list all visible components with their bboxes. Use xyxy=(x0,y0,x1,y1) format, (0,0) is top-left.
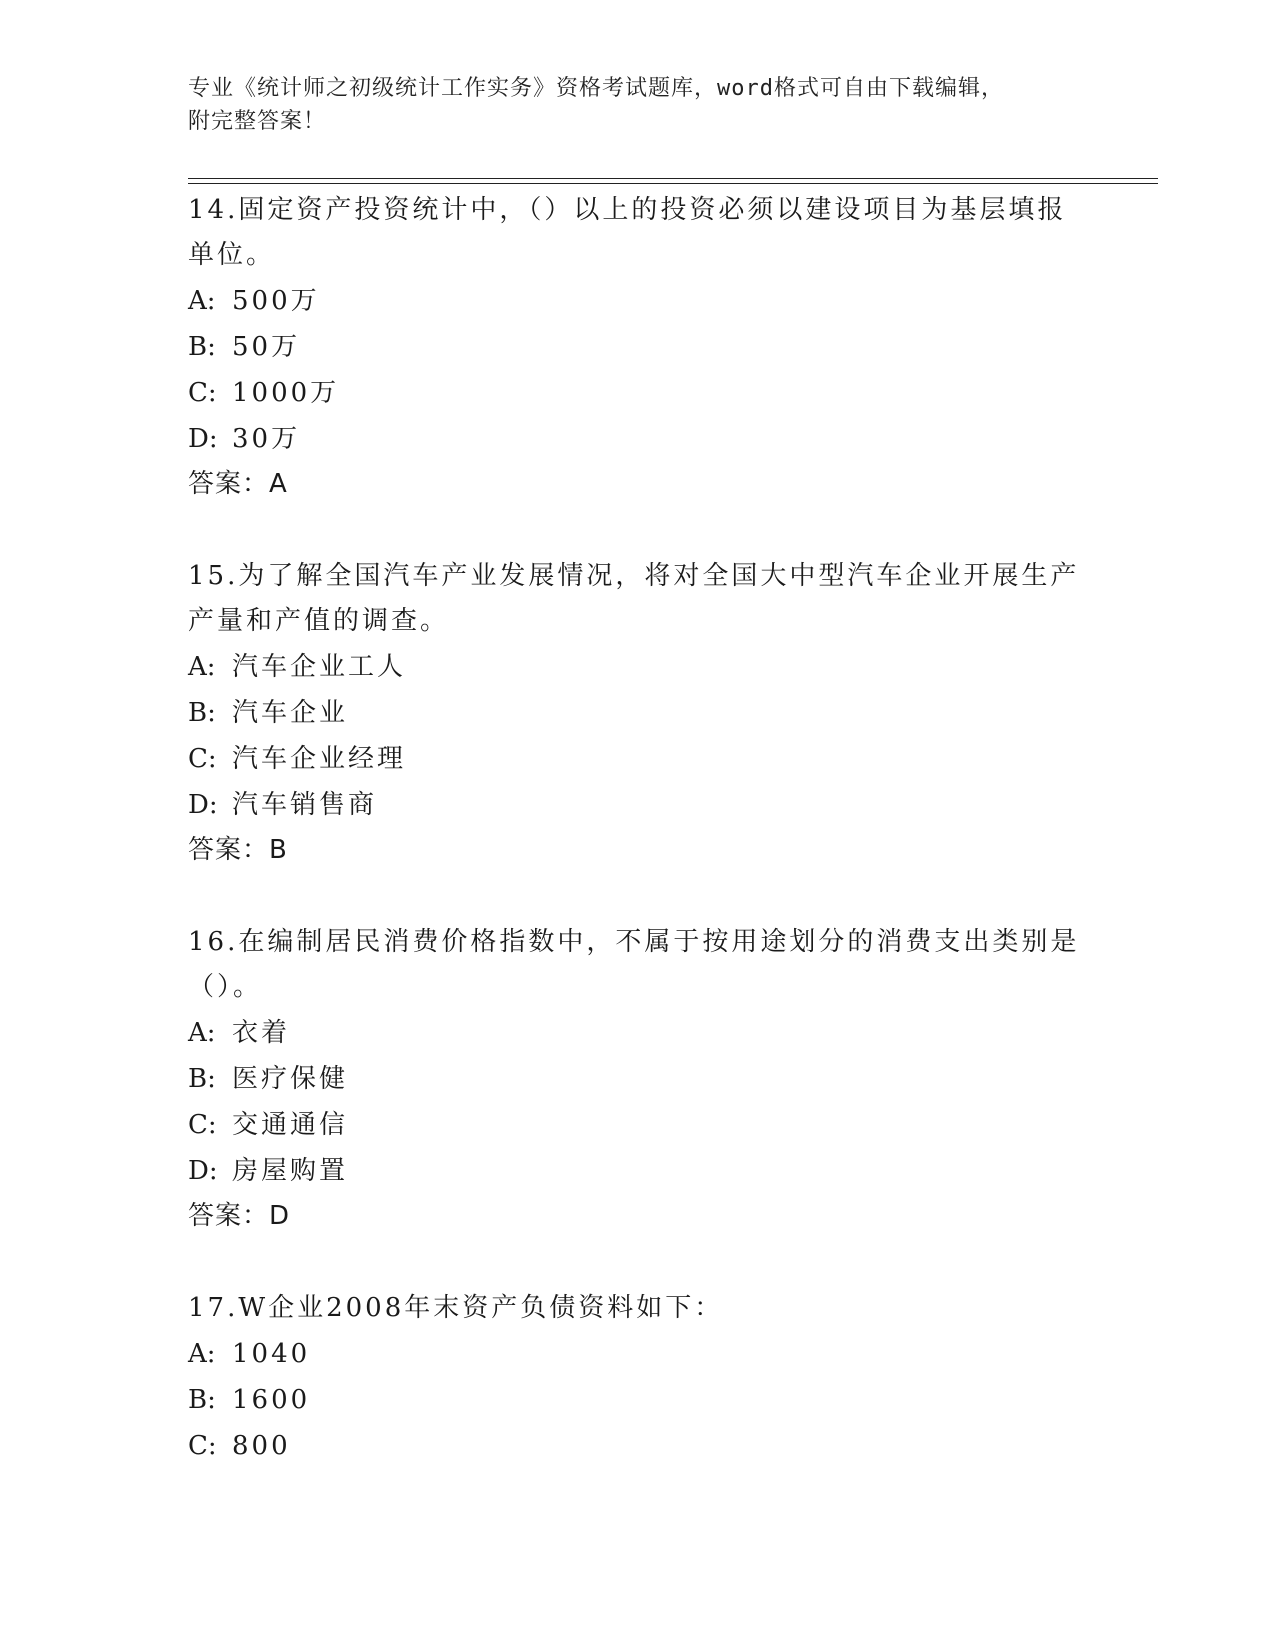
question-14 xyxy=(188,188,1088,506)
question-stem-continued: （）。 xyxy=(188,972,263,1002)
document-header xyxy=(188,72,1088,138)
option-b xyxy=(188,690,1088,736)
option-a xyxy=(188,1010,1088,1056)
option-text: 30万 xyxy=(232,424,301,454)
header-divider-bottom xyxy=(188,183,1158,184)
option-d xyxy=(188,416,1088,462)
answer: 答案：B xyxy=(188,835,288,865)
question-stem: 16.在编制居民消费价格指数中，不属于按用途划分的消费支出类别是 xyxy=(188,927,1080,957)
question-stem: 17.W企业2008年末资产负债资料如下： xyxy=(188,1293,724,1323)
option-text: 500万 xyxy=(232,286,320,316)
option-label: D: xyxy=(188,1156,218,1186)
option-c xyxy=(188,370,1088,416)
option-a xyxy=(188,278,1088,324)
option-text: 1000万 xyxy=(232,378,340,408)
option-a xyxy=(188,644,1088,690)
option-label: D: xyxy=(188,424,218,454)
option-label: A: xyxy=(188,1339,216,1369)
option-text: 汽车销售商 xyxy=(232,790,378,820)
option-label: A: xyxy=(188,1018,216,1048)
option-text: 医疗保健 xyxy=(232,1064,349,1094)
option-label: B: xyxy=(188,332,216,362)
option-text: 50万 xyxy=(232,332,301,362)
option-label: A: xyxy=(188,286,216,316)
option-label: C: xyxy=(188,1431,217,1461)
question-stem: 15.为了解全国汽车产业发展情况，将对全国大中型汽车企业开展生产 xyxy=(188,561,1080,591)
option-a xyxy=(188,1331,1088,1377)
option-label: B: xyxy=(188,1385,216,1415)
option-b xyxy=(188,1377,1088,1423)
option-label: D: xyxy=(188,790,218,820)
header-line-1: 专业《统计师之初级统计工作实务》资格考试题库，word格式可自由下载编辑， xyxy=(188,76,1004,101)
option-label: C: xyxy=(188,378,217,408)
option-text: 1040 xyxy=(232,1339,311,1369)
option-text: 1600 xyxy=(232,1385,311,1415)
option-label: C: xyxy=(188,1110,217,1140)
option-label: A: xyxy=(188,652,216,682)
option-b xyxy=(188,1056,1088,1102)
option-label: B: xyxy=(188,698,216,728)
option-d xyxy=(188,1148,1088,1194)
question-stem: 14.固定资产投资统计中，（）以上的投资必须以建设项目为基层填报 xyxy=(188,195,1067,225)
option-b xyxy=(188,324,1088,370)
option-text: 汽车企业工人 xyxy=(232,652,407,682)
option-text: 房屋购置 xyxy=(232,1156,349,1186)
option-text: 衣着 xyxy=(232,1018,291,1048)
option-text: 交通通信 xyxy=(232,1110,349,1140)
option-label: B: xyxy=(188,1064,216,1094)
option-c xyxy=(188,736,1088,782)
option-label: C: xyxy=(188,744,217,774)
option-text: 800 xyxy=(232,1431,291,1461)
question-16 xyxy=(188,920,1088,1238)
header-line-2: 附完整答案！ xyxy=(188,109,327,134)
answer: 答案：A xyxy=(188,469,288,499)
answer: 答案：D xyxy=(188,1201,291,1231)
option-d xyxy=(188,782,1088,828)
question-17 xyxy=(188,1286,1088,1469)
option-text: 汽车企业 xyxy=(232,698,349,728)
header-divider-top xyxy=(188,178,1158,179)
question-15 xyxy=(188,554,1088,872)
option-c xyxy=(188,1423,1088,1469)
question-stem-continued: 单位。 xyxy=(188,240,276,270)
option-text: 汽车企业经理 xyxy=(232,744,407,774)
option-c xyxy=(188,1102,1088,1148)
question-stem-continued: 产量和产值的调查。 xyxy=(188,606,450,636)
